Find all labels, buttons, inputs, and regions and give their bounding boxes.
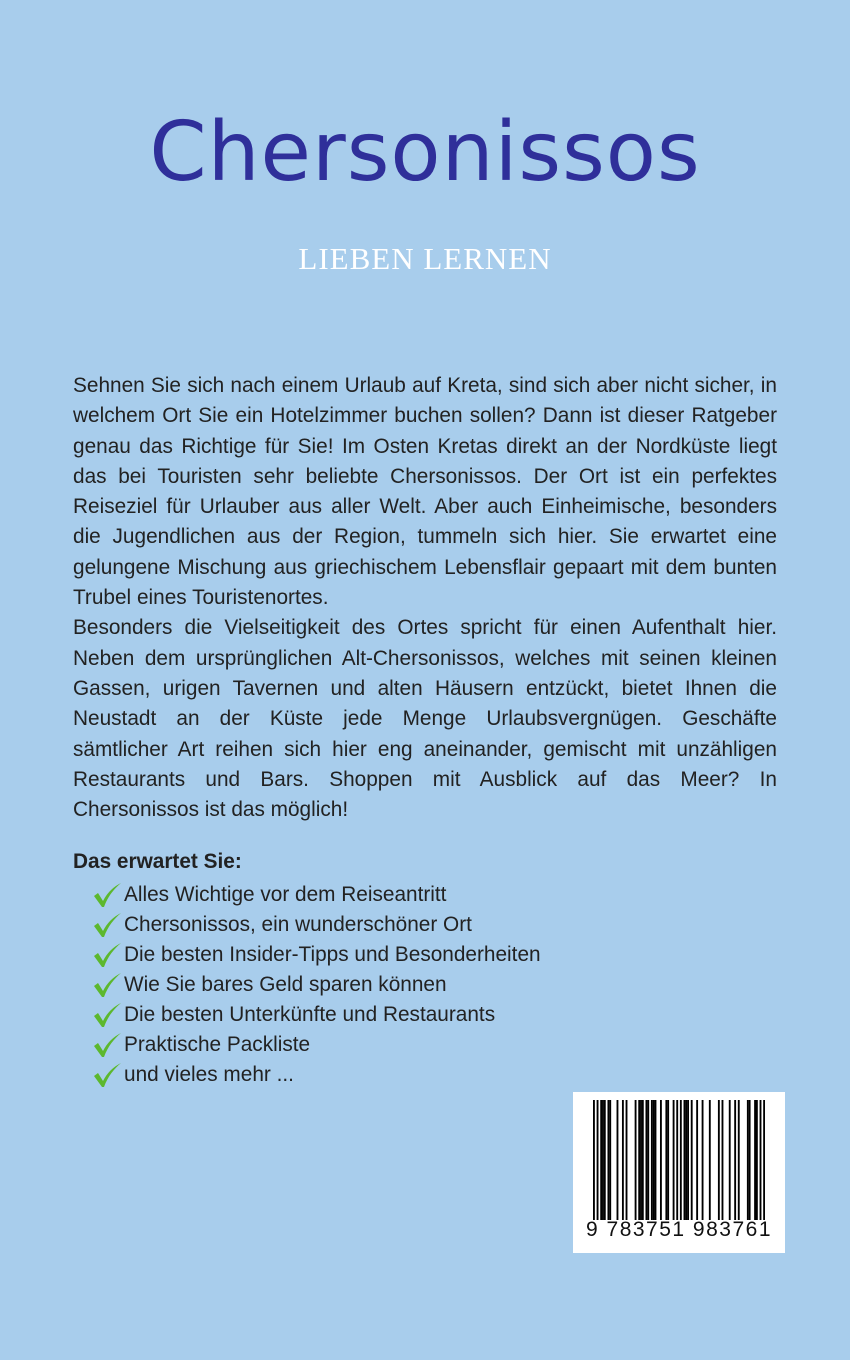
- description-paragraph-2: Besonders die Vielseitigkeit des Ortes spricht für einen Aufenthalt hier. Neben dem ursprünglichen Alt-Chersonissos, welches mit seinen kleinen Gassen, urigen Tavernen und alten Häusern entzückt, bietet Ihnen die Neustadt an der Küste jede Menge Urlaubsvergnügen. Geschäfte sämtlicher Art reihen sich hier eng aneinander, gemischt mit unzähligen Restaurants und Bars. Shoppen mit Ausblick auf das Meer? In Chersonissos ist das möglich!: [73, 616, 777, 822]
- checkmark-icon: [92, 912, 122, 938]
- barcode-bar: [718, 1100, 720, 1220]
- feature-item: [92, 940, 541, 970]
- barcode-bar: [709, 1100, 711, 1220]
- description-paragraph-1: Sehnen Sie sich nach einem Urlaub auf Kreta, sind sich aber nicht sicher, in welchem Ort Sie ein Hotelzimmer buchen sollen? Dann ist dieser Ratgeber genau das Richtige für Sie! Im Osten Kretas direkt an der Nordküste liegt das bei Touristen sehr beliebte Chersonissos. Der Ort ist ein perfektes Reiseziel für Urlauber aus aller Welt. Aber auch Einheimische, besonders die Jugendlichen aus der Region, tummeln sich hier. Sie erwartet eine gelungene Mischung aus griechischem Lebensflair gepaart mit dem bunten Trubel eines Touristenortes.: [73, 374, 777, 610]
- barcode-bar: [602, 1100, 604, 1220]
- barcode-bar: [734, 1100, 736, 1220]
- barcode-bar: [646, 1100, 648, 1220]
- barcode-bar: [702, 1100, 704, 1220]
- barcode-bar: [665, 1100, 667, 1220]
- feature-item: [92, 1000, 541, 1030]
- checkmark-icon: [92, 882, 122, 908]
- book-description: [73, 371, 777, 825]
- book-title: Chersonissos: [149, 105, 701, 200]
- checkmark-icon: [92, 972, 122, 998]
- barcode-bar: [749, 1100, 751, 1220]
- feature-label: Die besten Insider-Tipps und Besonderheiten: [124, 943, 541, 966]
- feature-label: Praktische Packliste: [124, 1033, 311, 1056]
- barcode-bar: [622, 1100, 624, 1220]
- barcode-bar: [593, 1100, 595, 1220]
- feature-item: [92, 910, 541, 940]
- feature-item: [92, 880, 541, 910]
- feature-item: [92, 970, 541, 1000]
- barcode-bar: [640, 1100, 642, 1220]
- barcode-bar: [684, 1100, 686, 1220]
- barcode-bar: [760, 1100, 762, 1220]
- barcode-bar: [597, 1100, 599, 1220]
- barcode-bar: [638, 1100, 640, 1220]
- barcode-bar: [653, 1100, 655, 1220]
- feature-label: Alles Wichtige vor dem Reiseantritt: [124, 883, 447, 906]
- feature-label: und vieles mehr ...: [124, 1063, 294, 1086]
- barcode-bar: [647, 1100, 649, 1220]
- isbn-number: 9 783751 983761: [586, 1218, 772, 1241]
- barcode-bar: [635, 1100, 637, 1220]
- barcode-bar: [754, 1100, 756, 1220]
- checkmark-icon: [92, 1032, 122, 1058]
- barcode-bar: [691, 1100, 693, 1220]
- checkmark-icon: [92, 942, 122, 968]
- barcode-bar: [655, 1100, 657, 1220]
- barcode-bars: [593, 1100, 765, 1220]
- feature-item: [92, 1060, 541, 1090]
- barcode-bar: [626, 1100, 628, 1220]
- barcode-bar: [747, 1100, 749, 1220]
- barcode-bar: [763, 1100, 765, 1220]
- features-heading: Das erwartet Sie:: [73, 850, 242, 873]
- barcode-bar: [667, 1100, 669, 1220]
- barcode-bar: [617, 1100, 619, 1220]
- barcode-bar: [642, 1100, 644, 1220]
- barcode-bar: [607, 1100, 609, 1220]
- book-subtitle: LIEBEN LERNEN: [298, 241, 552, 276]
- feature-label: Chersonissos, ein wunderschöner Ort: [124, 913, 472, 936]
- feature-item: [92, 1030, 541, 1060]
- barcode-bar: [676, 1100, 678, 1220]
- barcode-bar: [604, 1100, 606, 1220]
- feature-label: Die besten Unterkünfte und Restaurants: [124, 1003, 496, 1026]
- checkmark-icon: [92, 1062, 122, 1088]
- barcode-bar: [680, 1100, 682, 1220]
- isbn-barcode: [573, 1092, 785, 1253]
- feature-label: Wie Sie bares Geld sparen können: [124, 973, 447, 996]
- feature-list: [92, 880, 541, 1090]
- barcode-bar: [687, 1100, 689, 1220]
- barcode-bar: [756, 1100, 758, 1220]
- barcode-bar: [729, 1100, 731, 1220]
- barcode-bar: [651, 1100, 653, 1220]
- checkmark-icon: [92, 1002, 122, 1028]
- barcode-bar: [660, 1100, 662, 1220]
- barcode-bar: [738, 1100, 740, 1220]
- barcode-bar: [685, 1100, 687, 1220]
- barcode-bar: [673, 1100, 675, 1220]
- barcode-bar: [609, 1100, 611, 1220]
- barcode-bar: [600, 1100, 602, 1220]
- barcode-bar: [722, 1100, 724, 1220]
- barcode-bar: [696, 1100, 698, 1220]
